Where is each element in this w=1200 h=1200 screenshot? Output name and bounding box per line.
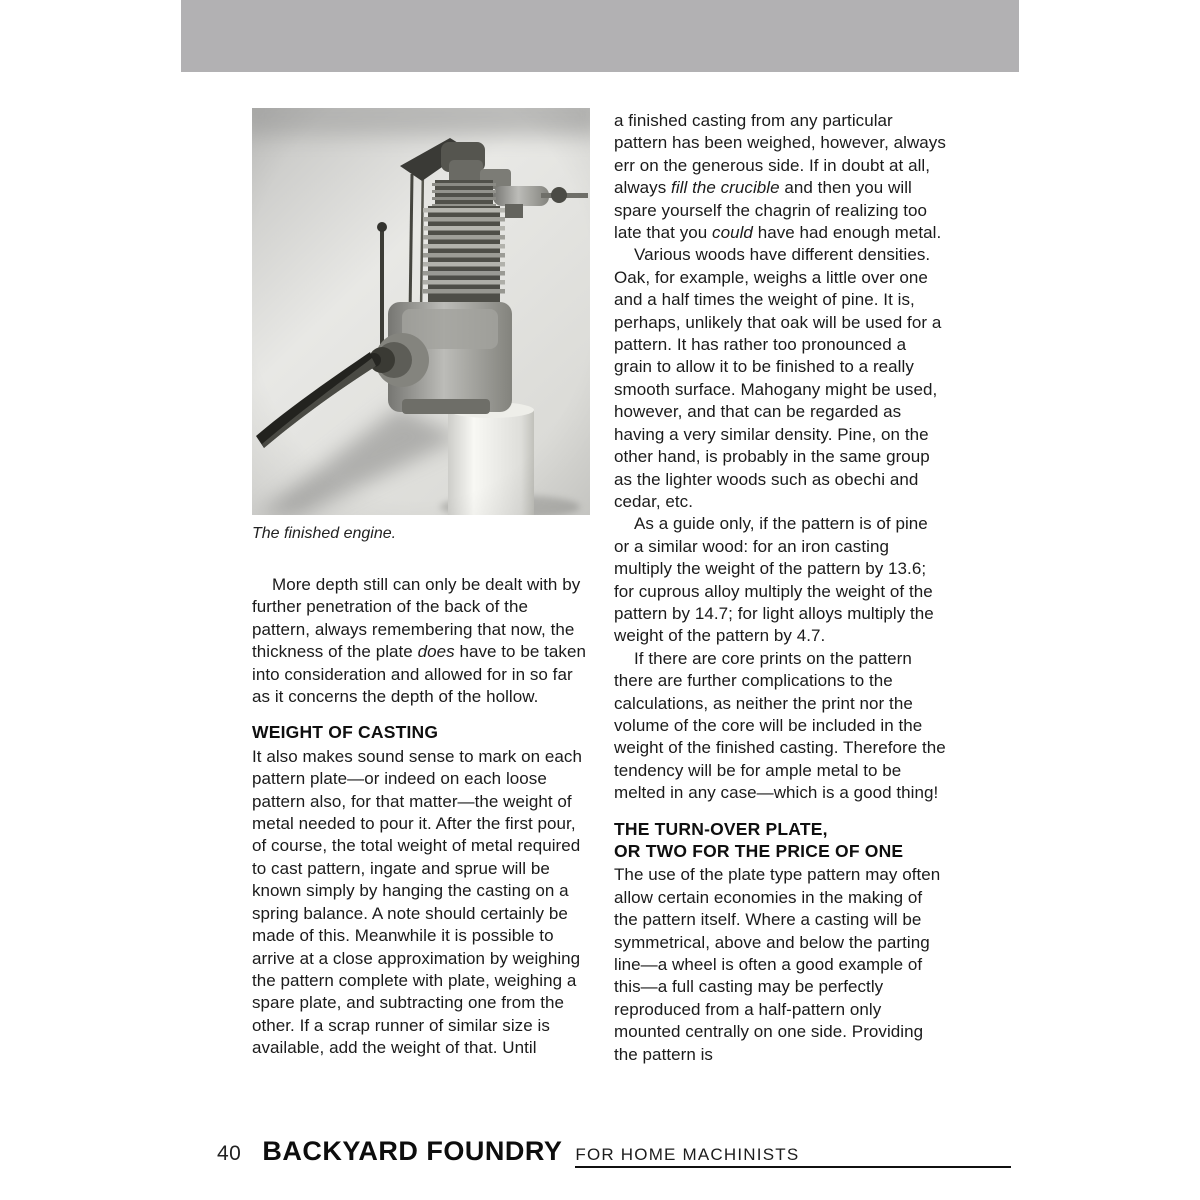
paragraph-plate-pattern: The use of the plate type pattern may often allow certain economies in the making of the pattern itself. Where a casting will be symmetrical, above and below the parting line—a wheel is often a good example of this—a full casting may be perfectly reproduced from a half-pattern only mounted centrally on one side. Providing the pattern is — [614, 865, 941, 1064]
engine-photo — [252, 108, 590, 515]
text-run: have had enough metal. — [752, 223, 942, 243]
text-run: More depth still can only be dealt with by further penetration of the back of the pattern, always remembering that now, the thickness of the plate — [252, 575, 581, 662]
text-run-italic: does — [417, 642, 455, 662]
text-run-italic: could — [712, 223, 753, 243]
photo-caption: The finished engine. — [252, 525, 397, 542]
left-column — [252, 108, 590, 1066]
page-number: 40 — [217, 1142, 242, 1165]
book-title: BACKYARD FOUNDRY — [262, 1136, 563, 1166]
section-heading-weight-of-casting: WEIGHT OF CASTING — [252, 722, 439, 743]
paragraph-multipliers: As a guide only, if the pattern is of pine or a similar wood: for an iron casting multiply the weight of the pattern by 13.6; for cuprous alloy multiply the weight of the pattern by 14.7; for light alloys multiply the weight of the pattern by 4.7. — [614, 514, 934, 646]
section-heading-turn-over-plate — [614, 818, 946, 863]
paragraph-core-prints: If there are core prints on the pattern there are further complications to the calculations, as neither the print nor the volume of the core will be included in the weight of the finished casting. Therefore the tendency will be for ample metal to be melted in any case—which is a good thing! — [614, 648, 946, 803]
text-run-italic: fill the crucible — [671, 178, 780, 198]
page-content — [252, 108, 946, 1066]
engine-photo-graphic — [252, 108, 590, 515]
paragraph-finished-casting — [614, 110, 946, 244]
paragraph-more-depth — [252, 574, 590, 708]
paragraph-wood-densities: Various woods have different densities. Oak, for example, weighs a little over one and a half times the weight of pine. It is, perhaps, unlikely that oak will be used for a pattern. It has rather too pronounced a grain to allow it to be finished to a really smooth surface. Mahogany might be used, however, and that can be regarded as having a very similar density. Pine, on the other hand, is probably in the same group as the lighter woods such as obechi and cedar, etc. — [614, 245, 942, 511]
engine-photo-figure — [252, 108, 590, 544]
text-run: a finished casting from any particular pattern has been weighed, however, always err on the generous side. If in doubt at all, always — [614, 111, 946, 198]
page-footer — [217, 1136, 1011, 1168]
heading-line-2: OR TWO FOR THE PRICE OF ONE — [614, 841, 904, 861]
header-bar — [181, 0, 1019, 72]
right-column — [614, 108, 946, 1066]
book-subtitle: FOR HOME MACHINISTS — [575, 1145, 800, 1164]
text-run: and then you will spare yourself the chagrin of realizing too late that you — [614, 178, 928, 243]
paragraph-weight-of-casting: It also makes sound sense to mark on each pattern plate—or indeed on each loose pattern also, for that matter—the weight of metal needed to pour it. After the first pour, of course, the total weight of metal required to cast pattern, ingate and sprue will be known simply by hanging the casting on a spring balance. A note should certainly be made of this. Meanwhile it is possible to arrive at a close approximation by weighing the pattern complete with plate, weighing a spare plate, and subtracting one from the other. If a scrap runner of similar size is available, add the weight of that. Until — [252, 746, 582, 1058]
heading-line-1: THE TURN-OVER PLATE, — [614, 818, 828, 839]
footer-rule — [575, 1145, 1011, 1168]
text-run: have to be taken into consideration and allowed for in so far as it concerns the depth of the hollow. — [252, 642, 586, 707]
book-page — [181, 0, 1019, 1200]
